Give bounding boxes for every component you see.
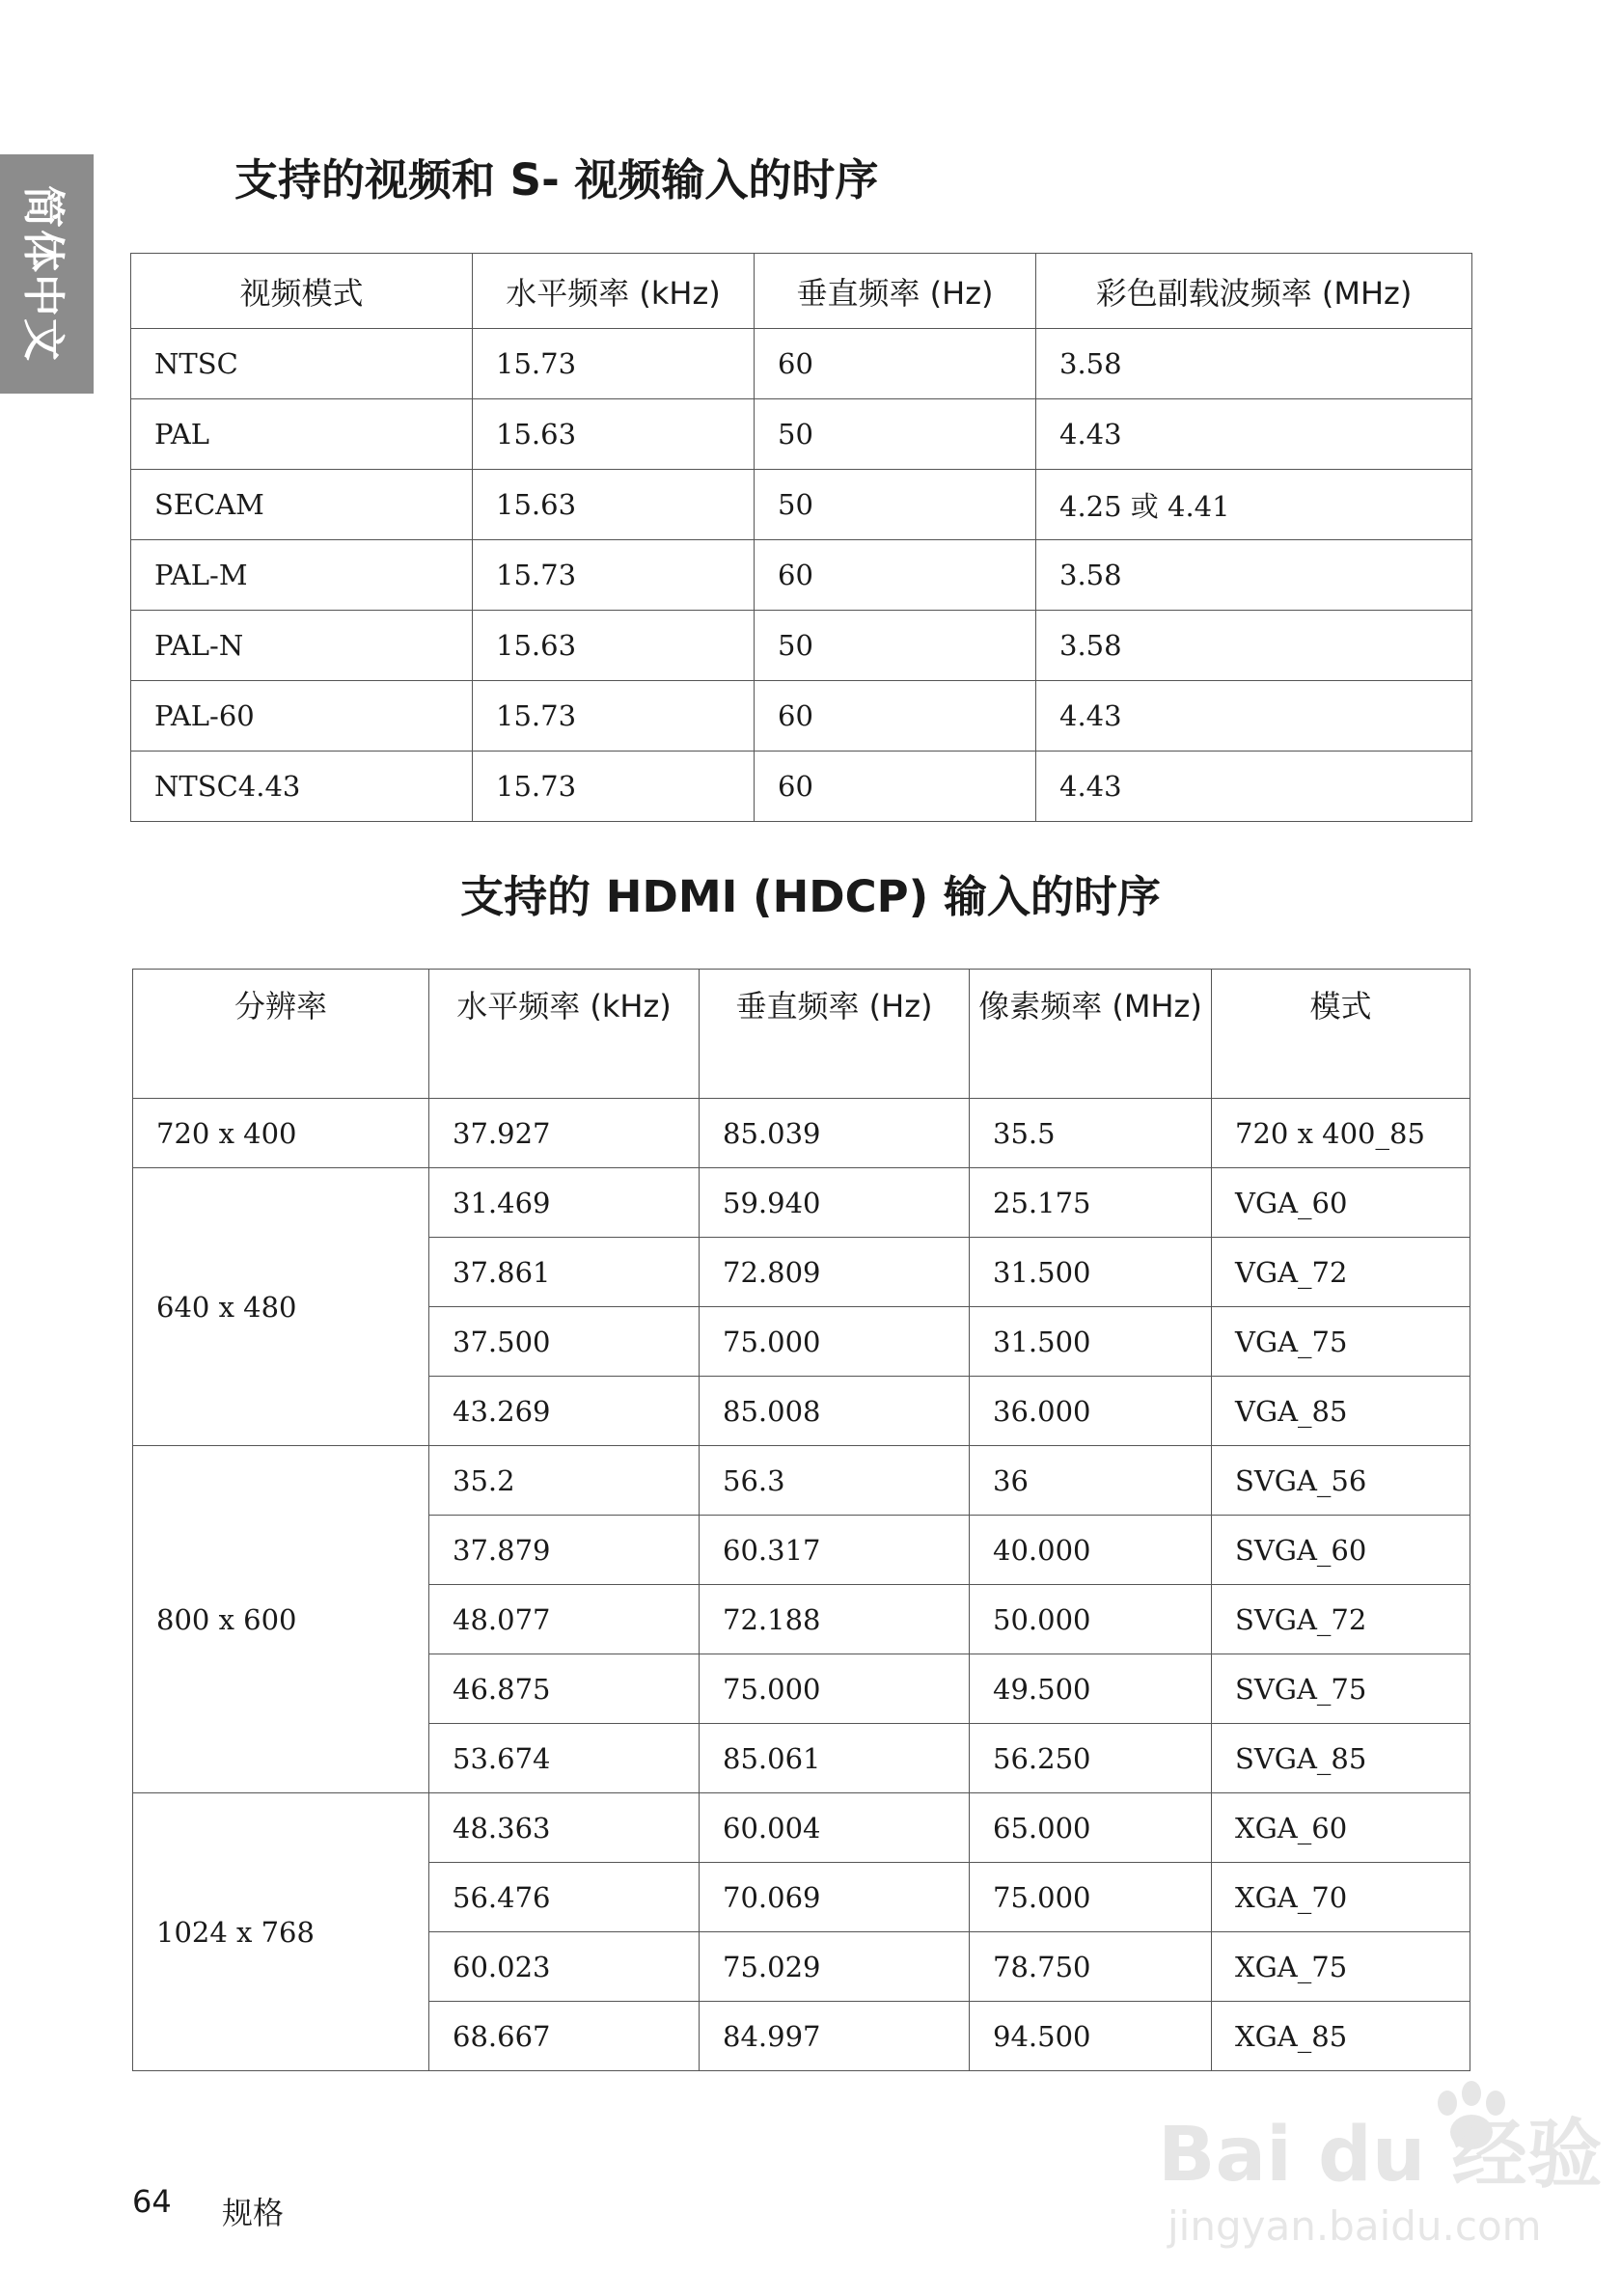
table-cell: 43.269	[429, 1377, 700, 1446]
language-side-tab	[0, 154, 94, 394]
table-cell: 37.500	[429, 1307, 700, 1377]
table-cell: 59.940	[700, 1168, 970, 1238]
table-cell: 15.63	[473, 611, 755, 681]
table-row	[131, 470, 1472, 540]
table-cell: 36	[970, 1446, 1212, 1516]
table-cell: 31.500	[970, 1307, 1212, 1377]
table-cell: 60.004	[700, 1793, 970, 1863]
table-cell: 60.023	[429, 1932, 700, 2002]
table-cell: 46.875	[429, 1654, 700, 1724]
table-cell: 75.000	[970, 1863, 1212, 1932]
table-cell: XGA_75	[1212, 1932, 1470, 2002]
page-number: 64	[132, 2183, 172, 2220]
table-cell: NTSC	[131, 329, 473, 399]
column-header: 垂直频率 (Hz)	[700, 970, 970, 1099]
table-cell: 49.500	[970, 1654, 1212, 1724]
language-tab-label: 简体中文	[17, 185, 68, 363]
table-cell: 60	[755, 329, 1036, 399]
table-cell: 68.667	[429, 2002, 700, 2071]
table-cell: SVGA_60	[1212, 1516, 1470, 1585]
video-timing-title: 支持的视频和 S- 视频输入的时序	[234, 154, 879, 205]
table-cell: SVGA_85	[1212, 1724, 1470, 1793]
column-header: 垂直频率 (Hz)	[755, 254, 1036, 329]
table-cell: 37.927	[429, 1099, 700, 1168]
table-cell: 36.000	[970, 1377, 1212, 1446]
watermark-brand: Bai du 经验	[1158, 2112, 1603, 2199]
table-row	[131, 399, 1472, 470]
column-header: 分辨率	[133, 970, 429, 1099]
table-cell: 56.250	[970, 1724, 1212, 1793]
table-row	[133, 1793, 1470, 1863]
table-row	[131, 611, 1472, 681]
table-cell: 37.861	[429, 1238, 700, 1307]
table-header-row	[133, 970, 1470, 1099]
table-header-row	[131, 254, 1472, 329]
table-cell: 75.000	[700, 1654, 970, 1724]
table-cell: 15.73	[473, 681, 755, 752]
table-cell: 60	[755, 540, 1036, 611]
table-cell: 31.469	[429, 1168, 700, 1238]
table-row	[131, 329, 1472, 399]
column-header: 水平频率 (kHz)	[429, 970, 700, 1099]
table-row	[131, 752, 1472, 822]
table-cell: 15.63	[473, 399, 755, 470]
table-cell: XGA_85	[1212, 2002, 1470, 2071]
table-cell: 720 x 400_85	[1212, 1099, 1470, 1168]
table-cell: VGA_72	[1212, 1238, 1470, 1307]
table-cell: 40.000	[970, 1516, 1212, 1585]
table-cell: 65.000	[970, 1793, 1212, 1863]
table-row	[133, 1446, 1470, 1516]
table-cell: 31.500	[970, 1238, 1212, 1307]
table-cell: 4.43	[1036, 752, 1472, 822]
table-cell: 50	[755, 611, 1036, 681]
table-cell: 78.750	[970, 1932, 1212, 2002]
table-cell: 50.000	[970, 1585, 1212, 1654]
table-cell: 85.039	[700, 1099, 970, 1168]
table-cell: 25.175	[970, 1168, 1212, 1238]
table-cell: 35.5	[970, 1099, 1212, 1168]
table-cell: 60.317	[700, 1516, 970, 1585]
resolution-cell: 640 x 480	[133, 1168, 429, 1446]
table-cell: 35.2	[429, 1446, 700, 1516]
table-cell: 84.997	[700, 2002, 970, 2071]
table-cell: 15.73	[473, 540, 755, 611]
baidu-watermark	[1148, 2064, 1603, 2257]
table-row	[131, 681, 1472, 752]
table-cell: 15.63	[473, 470, 755, 540]
column-header: 水平频率 (kHz)	[473, 254, 755, 329]
video-timing-table	[130, 253, 1472, 822]
table-cell: 4.25 或 4.41	[1036, 470, 1472, 540]
resolution-cell: 800 x 600	[133, 1446, 429, 1793]
table-cell: 56.3	[700, 1446, 970, 1516]
table-cell: 3.58	[1036, 329, 1472, 399]
table-cell: SVGA_72	[1212, 1585, 1470, 1654]
table-cell: 15.73	[473, 752, 755, 822]
table-cell: XGA_70	[1212, 1863, 1470, 1932]
hdmi-timing-table	[132, 969, 1470, 2071]
table-cell: XGA_60	[1212, 1793, 1470, 1863]
table-cell: SECAM	[131, 470, 473, 540]
column-header: 彩色副载波频率 (MHz)	[1036, 254, 1472, 329]
table-cell: PAL-N	[131, 611, 473, 681]
table-cell: 53.674	[429, 1724, 700, 1793]
column-header: 像素频率 (MHz)	[970, 970, 1212, 1099]
table-cell: 75.029	[700, 1932, 970, 2002]
table-cell: VGA_75	[1212, 1307, 1470, 1377]
table-cell: 75.000	[700, 1307, 970, 1377]
table-cell: 4.43	[1036, 681, 1472, 752]
table-cell: 60	[755, 752, 1036, 822]
table-cell: 48.363	[429, 1793, 700, 1863]
table-cell: VGA_85	[1212, 1377, 1470, 1446]
resolution-cell: 1024 x 768	[133, 1793, 429, 2071]
table-cell: NTSC4.43	[131, 752, 473, 822]
table-cell: PAL-M	[131, 540, 473, 611]
table-cell: 70.069	[700, 1863, 970, 1932]
column-header: 视频模式	[131, 254, 473, 329]
hdmi-timing-title: 支持的 HDMI (HDCP) 输入的时序	[460, 871, 1161, 922]
table-cell: PAL	[131, 399, 473, 470]
table-cell: 50	[755, 470, 1036, 540]
table-cell: 72.809	[700, 1238, 970, 1307]
table-cell: 60	[755, 681, 1036, 752]
table-cell: 94.500	[970, 2002, 1212, 2071]
table-cell: 85.008	[700, 1377, 970, 1446]
column-header: 模式	[1212, 970, 1470, 1099]
table-cell: SVGA_75	[1212, 1654, 1470, 1724]
table-cell: VGA_60	[1212, 1168, 1470, 1238]
table-cell: 85.061	[700, 1724, 970, 1793]
watermark-url: jingyan.baidu.com	[1168, 2202, 1542, 2250]
table-cell: 50	[755, 399, 1036, 470]
table-cell: 72.188	[700, 1585, 970, 1654]
table-cell: SVGA_56	[1212, 1446, 1470, 1516]
table-row	[133, 1168, 1470, 1238]
footer-section-label: 规格	[222, 2195, 285, 2231]
resolution-cell: 720 x 400	[133, 1099, 429, 1168]
table-cell: 3.58	[1036, 611, 1472, 681]
table-cell: 4.43	[1036, 399, 1472, 470]
table-cell: 37.879	[429, 1516, 700, 1585]
table-cell: 15.73	[473, 329, 755, 399]
table-cell: 56.476	[429, 1863, 700, 1932]
table-row	[131, 540, 1472, 611]
table-cell: 48.077	[429, 1585, 700, 1654]
table-cell: PAL-60	[131, 681, 473, 752]
table-row	[133, 1099, 1470, 1168]
table-cell: 3.58	[1036, 540, 1472, 611]
